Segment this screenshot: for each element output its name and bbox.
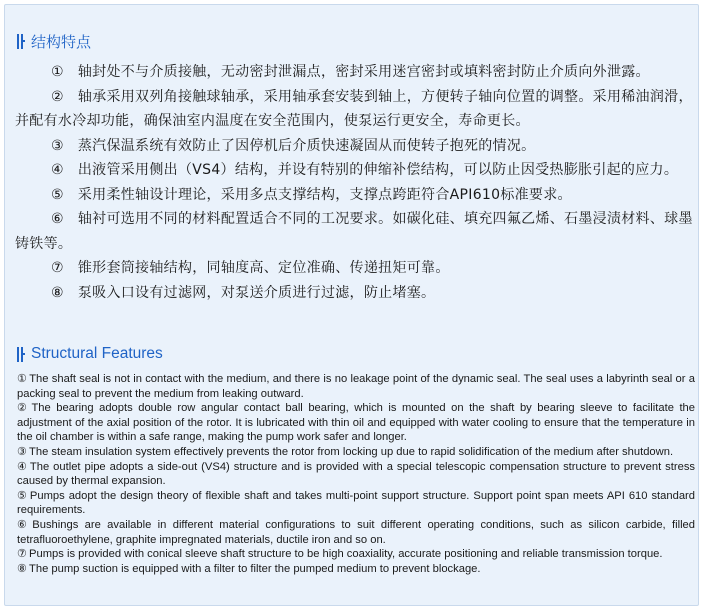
en-section-heading xyxy=(17,345,163,363)
cn-feature-item xyxy=(15,158,695,183)
cn-item-number: ⑥ xyxy=(51,211,64,227)
cn-feature-item xyxy=(15,256,695,281)
en-item-number: ④ xyxy=(17,460,28,473)
cn-feature-item xyxy=(15,183,695,208)
en-feature-item xyxy=(17,445,695,460)
en-feature-item xyxy=(17,518,695,547)
cn-item-number: ⑦ xyxy=(51,260,64,276)
cn-feature-item xyxy=(15,134,695,159)
cn-item-text: 轴承采用双列角接触球轴承，采用轴承套安装到轴上，方便转子轴向位置的调整。采用稀油润滑，并配有水冷却功能，确保油室内温度在安全范围内，使泵运行更安全，寿命更长。 xyxy=(15,88,693,129)
cn-feature-item xyxy=(15,281,695,306)
en-section-title: Structural Features xyxy=(31,345,163,362)
cn-feature-list xyxy=(15,60,695,305)
cn-item-number: ③ xyxy=(51,137,64,154)
en-item-number: ⑧ xyxy=(17,562,28,575)
cn-item-number: ① xyxy=(51,64,64,80)
en-item-text: The shaft seal is not in contact with the medium, and there is no leakage point of the dynamic seal. The seal uses a labyrinth seal or a packing seal to prevent the medium from leaking outward. xyxy=(17,373,695,400)
cn-section-title: 结构特点 xyxy=(31,33,92,51)
en-feature-item xyxy=(17,460,695,489)
cn-item-text: 轴衬可选用不同的材料配置适合不同的工况要求。如碳化硅、填充四氟乙烯、石墨浸渍材料、球墨铸铁等。 xyxy=(15,211,693,252)
en-item-number: ⑦ xyxy=(17,548,28,561)
en-feature-item xyxy=(17,401,695,445)
content-panel xyxy=(4,4,699,606)
en-feature-item xyxy=(17,489,695,518)
en-item-text: Bushings are available in different material configurations to suit different operating conditions, such as silicon carbide, filled tetrafluoroethylene, graphite impregnated materials, ductile iron and so on. xyxy=(17,518,696,546)
en-item-number: ② xyxy=(17,402,30,415)
en-item-text: The bearing adopts double row angular contact ball bearing, which is mounted on the shaft by bearing sleeve to facilitate the adjustment of the axial position of the rotor. It is lubricated with thin oil and equipped with water cooling to ensure that the temperature in the oil chamber is within a safe range, making the pump work safer and longer. xyxy=(17,402,695,444)
en-item-text: Pumps is provided with conical sleeve shaft structure to be high coaxiality, accurate positioning and reliable transmission torque. xyxy=(29,548,663,561)
en-item-number: ③ xyxy=(17,445,28,458)
cn-item-text: 轴封处不与介质接触，无动密封泄漏点，密封采用迷宫密封或填料密封防止介质向外泄露。 xyxy=(77,64,650,80)
cn-item-text: 出液管采用侧出（VS4）结构，并设有特别的伸缩补偿结构，可以防止因受热膨胀引起的应力。 xyxy=(77,162,679,178)
section-marker-icon xyxy=(17,34,25,49)
en-item-text: The steam insulation system effectively prevents the rotor from locking up due to rapid solidification of the medium after shutdown. xyxy=(29,445,674,458)
en-item-text: The pump suction is equipped with a filter to filter the pumped medium to prevent blockage. xyxy=(29,562,481,575)
cn-item-number: ⑤ xyxy=(51,186,64,203)
cn-item-number: ② xyxy=(51,88,64,105)
cn-item-text: 蒸汽保温系统有效防止了因停机后介质快速凝固从而使转子抱死的情况。 xyxy=(77,137,536,154)
cn-section-heading xyxy=(17,31,91,52)
en-item-text: The outlet pipe adopts a side-out (VS4) structure and is provided with a special telescopic compensation structure to prevent stress caused by thermal expansion. xyxy=(17,460,696,488)
cn-feature-item xyxy=(15,207,695,256)
en-item-number: ① xyxy=(17,373,28,385)
en-item-number: ⑥ xyxy=(17,518,31,531)
en-item-number: ⑤ xyxy=(17,489,28,502)
cn-item-text: 锥形套筒接轴结构，同轴度高、定位准确、传递扭矩可靠。 xyxy=(77,260,450,276)
en-feature-item xyxy=(17,547,695,562)
cn-feature-item xyxy=(15,85,695,134)
en-feature-item xyxy=(17,562,695,577)
cn-item-number: ④ xyxy=(51,162,64,178)
cn-item-text: 采用柔性轴设计理论，采用多点支撑结构，支撑点跨距符合API610标准要求。 xyxy=(77,186,572,203)
en-feature-item xyxy=(17,372,695,401)
cn-feature-item xyxy=(15,60,695,85)
cn-item-text: 泵吸入口设有过滤网，对泵送介质进行过滤，防止堵塞。 xyxy=(77,284,436,301)
cn-item-number: ⑧ xyxy=(51,284,64,301)
en-feature-list xyxy=(17,372,695,576)
section-marker-icon xyxy=(17,347,25,362)
en-item-text: Pumps adopt the design theory of flexible shaft and takes multi-point support structure. Support point span meets API 610 standard requirements. xyxy=(17,489,696,517)
